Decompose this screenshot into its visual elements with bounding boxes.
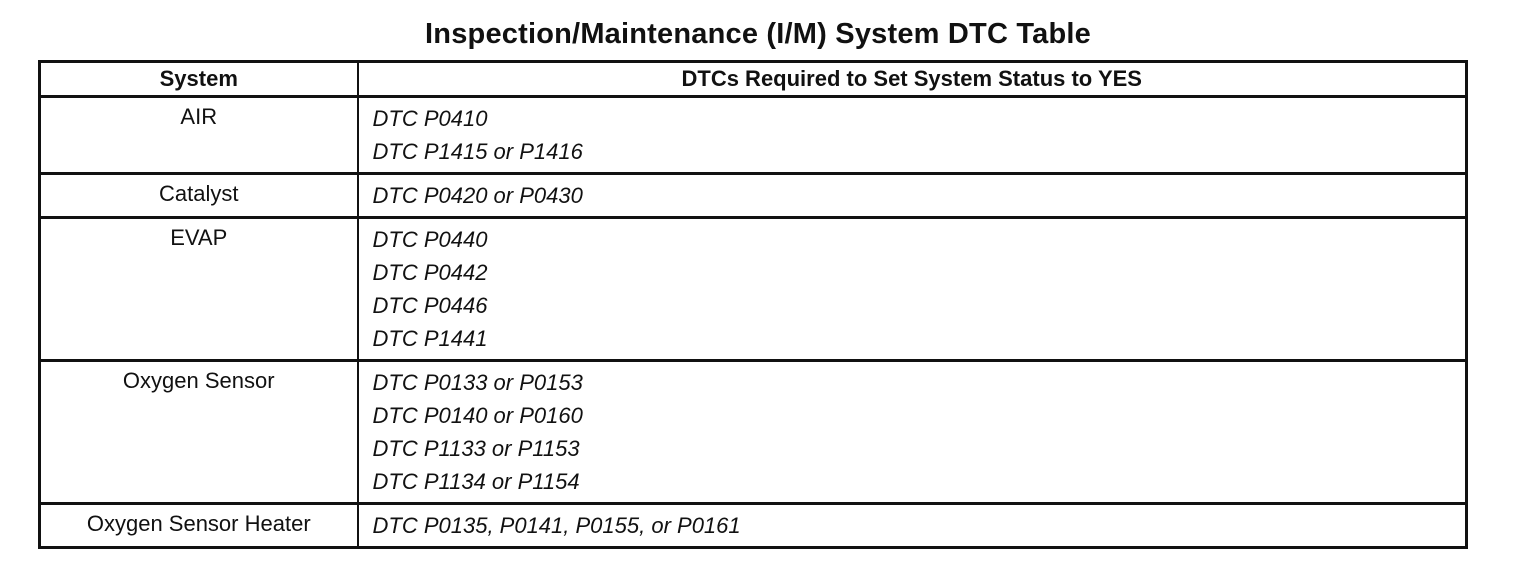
table-row [40, 504, 1467, 548]
dtc-entry: DTC P1133 or P1153 [372, 436, 580, 461]
dtc-entry: DTC P0135, P0141, P0155, or P0161 [372, 513, 741, 538]
table-row [40, 218, 1467, 361]
dtc-table [38, 60, 1468, 549]
dtc-cell [358, 361, 1467, 504]
dtc-entry: DTC P0133 or P0153 [372, 370, 583, 395]
page-title: Inspection/Maintenance (I/M) System DTC Table [425, 18, 1091, 50]
table-row [40, 97, 1467, 174]
dtc-entry: DTC P0440 [372, 227, 488, 252]
dtc-entry: DTC P0446 [372, 293, 488, 318]
dtc-entry: DTC P0410 [372, 106, 488, 131]
dtc-entry: DTC P0140 or P0160 [372, 403, 583, 428]
dtc-entry: DTC P1134 or P1154 [372, 469, 580, 494]
table-row [40, 361, 1467, 504]
system-cell: Oxygen Sensor Heater [40, 504, 358, 548]
system-cell: AIR [40, 97, 358, 174]
header-dtcs: DTCs Required to Set System Status to YES [358, 62, 1467, 97]
table-row [40, 174, 1467, 218]
system-cell: Catalyst [40, 174, 358, 218]
dtc-cell [358, 97, 1467, 174]
system-cell: EVAP [40, 218, 358, 361]
dtc-entry: DTC P1441 [372, 326, 488, 351]
header-system: System [40, 62, 358, 97]
table-header-row [40, 62, 1467, 97]
dtc-entry: DTC P0420 or P0430 [372, 183, 583, 208]
system-cell: Oxygen Sensor [40, 361, 358, 504]
dtc-cell [358, 504, 1467, 548]
dtc-cell [358, 174, 1467, 218]
dtc-entry: DTC P1415 or P1416 [372, 139, 583, 164]
dtc-cell [358, 218, 1467, 361]
dtc-entry: DTC P0442 [372, 260, 488, 285]
